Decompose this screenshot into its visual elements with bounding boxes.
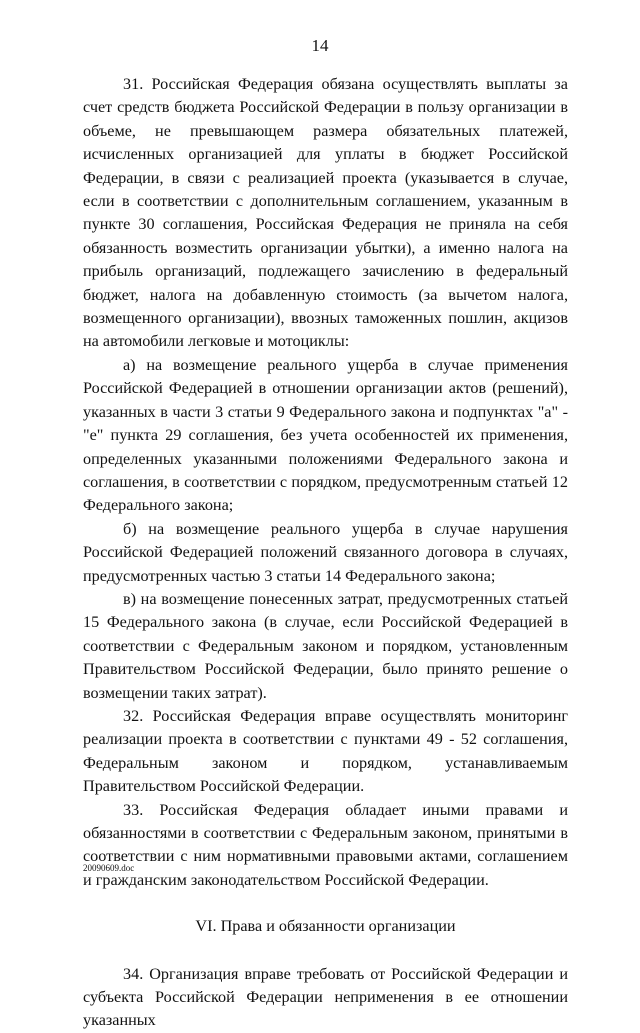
page-number: 14 bbox=[311, 36, 329, 55]
paragraph-31: 31. Российская Федерация обязана осуществлять выплаты за счет средств бюджета Российской Федерации в пользу организации в объеме, не превышающем размера обязательных платежей, исчисленных организацией для уплаты в бюджет Российской Федерации, в связи с реализацией проекта (указывается в случае, если в соответствии с дополнительным соглашением, указанным в пункте 30 соглашения, Российская Федерация не приняла на себя обязанность возместить организации убытки), а именно налога на прибыль организаций, подлежащего зачислению в федеральный бюджет, налога на добавленную стоимость (за вычетом налога, возмещенного организации), ввозных таможенных пошлин, акцизов на автомобили легковые и мотоциклы: bbox=[83, 75, 568, 351]
paragraph-32: 32. Российская Федерация вправе осуществлять мониторинг реализации проекта в соответствии с пунктами 49 - 52 соглашения, Федеральным законом и порядком, устанавливаемым Правительством Российской Федерации. bbox=[83, 706, 568, 796]
paragraph-33: 33. Российская Федерация обладает иными правами и обязанностями в соответствии с Федеральным законом, принятыми в соответствии с ним нормативными правовыми актами, соглашением и гражданским законодательством Российской Федерации. bbox=[83, 800, 568, 889]
subparagraph-v: в) на возмещение понесенных затрат, предусмотренных статьей 15 Федерального закона (в случае, если Российской Федерацией в соответствии с Федеральным законом и порядком, установленным Правительством Российской Федерации, было принято решение о возмещении таких затрат). bbox=[83, 589, 568, 702]
subparagraph-a: а) на возмещение реального ущерба в случае применения Российской Федерацией в отношении организации актов (решений), указанных в части 3 статьи 9 Федерального закона и подпунктах "а" - "е" пункта 29 соглашения, без учета особенностей их применения, определенных указанными положениями Федерального закона и соглашения, в соответствии с порядком, предусмотренным статьей 12 Федерального закона; bbox=[83, 355, 568, 515]
paragraph-34: 34. Организация вправе требовать от Российской Федерации и субъекта Российской Федерации неприменения в ее отношении указанных bbox=[83, 964, 568, 1030]
section-heading: VI. Права и обязанности организации bbox=[195, 917, 456, 936]
document-body bbox=[83, 73, 568, 1033]
subparagraph-b: б) на возмещение реального ущерба в случае нарушения Российской Федерацией положений связанного договора в случаях, предусмотренных частью 3 статьи 14 Федерального закона; bbox=[83, 519, 568, 585]
footer-filename: 20090609.doc bbox=[83, 863, 135, 873]
